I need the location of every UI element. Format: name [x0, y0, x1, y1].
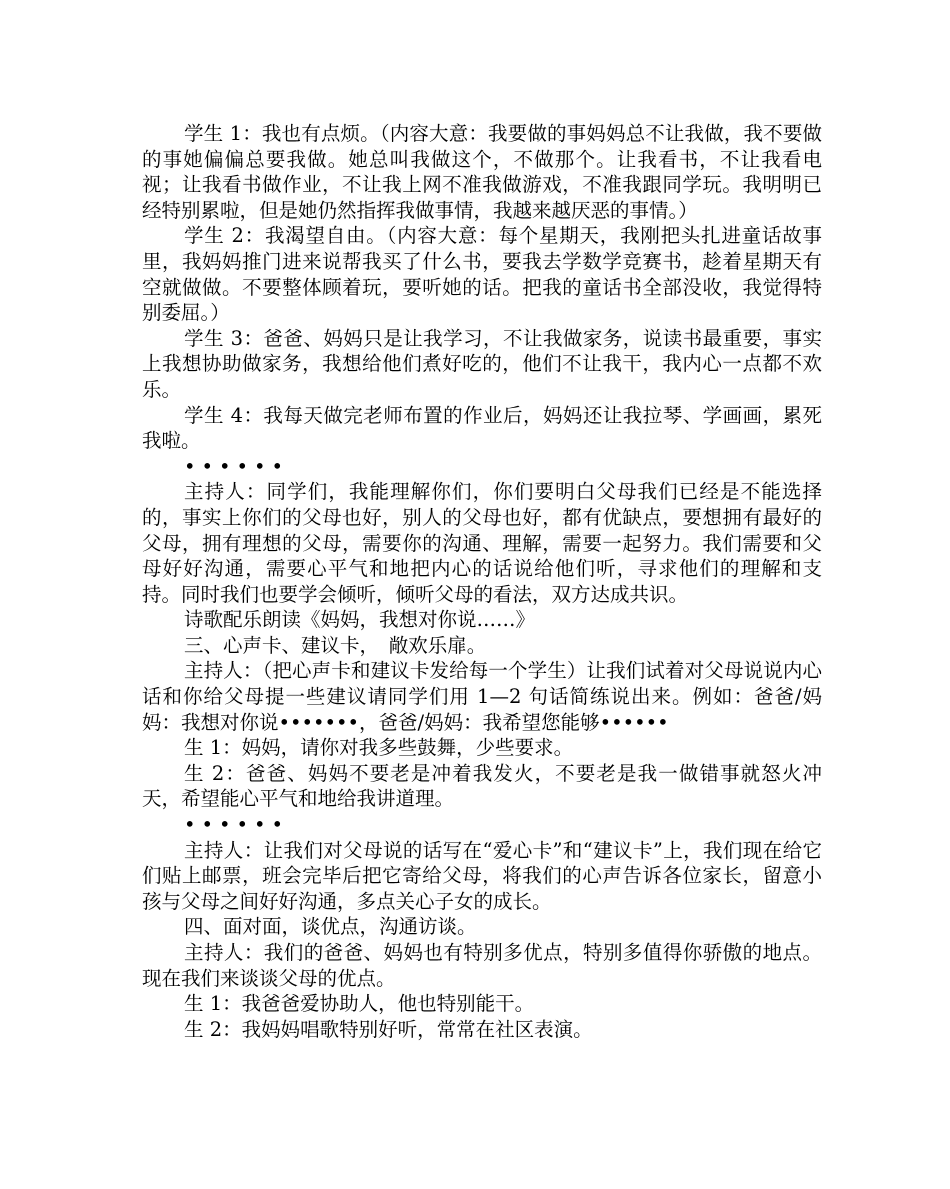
paragraph-host-1: 主持人：同学们，我能理解你们，你们要明白父母我们已经是不能选择的，事实上你们的父母也好，别人的父母也好，都有优缺点，要想拥有最好的父母，拥有理想的父母，需要你的沟通、理解，需要一起努力。我们需要和父母好好沟通，需要心平气和地把内心的话说给他们听，寻求他们的理解和支持。同时我们也要学会倾听，倾听父母的看法，双方达成共识。 [142, 480, 822, 606]
paragraph-host-3: 主持人：让我们对父母说的话写在“爱心卡”和“建议卡”上，我们现在给它们贴上邮票，班会完毕后把它寄给父母，将我们的心声告诉各位家长，留意小孩与父母之间好好沟通，多点关心子女的成长。 [142, 838, 822, 913]
paragraph-host-2: 主持人：（把心声卡和建议卡发给每一个学生）让我们试着对父母说说内心话和你给父母提一些建议请同学们用 1—2 句话简练说出来。例如：爸爸/妈妈：我想对你说•••••••，爸爸/妈妈：我希望您能够•••••• [142, 659, 822, 734]
section-heading-4: 四、面对面，谈优点，沟通访谈。 [184, 915, 477, 939]
paragraph-host-4: 主持人：我们的爸爸、妈妈也有特别多优点，特别多值得你骄傲的地点。现在我们来谈谈父母的优点。 [142, 941, 822, 990]
paragraph-student-1: 学生 1：我也有点烦。（内容大意：我要做的事妈妈总不让我做，我不要做的事她偏偏总要我做。她总叫我做这个，不做那个。让我看书，不让我看电视；让我看书做作业，不让我上网不准我做游戏，不准我跟同学玩。我明明已经特别累啦，但是她仍然指挥我做事情，我越来越厌恶的事情。） [142, 122, 822, 222]
paragraph-sheng-2b: 生 2：我妈妈唱歌特别好听，常常在社区表演。 [184, 1017, 593, 1041]
paragraph-sheng-2a: 生 2：爸爸、妈妈不要老是冲着我发火，不要老是我一做错事就怒火冲天，希望能心平气和地给我讲道理。 [142, 761, 822, 811]
paragraph-student-3: 学生 3：爸爸、妈妈只是让我学习，不让我做家务，说读书最重要，事实上我想协助做家务，我想给他们煮好吃的，他们不让我干，我内心一点都不欢乐。 [142, 326, 822, 401]
paragraph-poem-reading: 诗歌配乐朗读《妈妈，我想对你说……》 [184, 608, 536, 632]
document-page [142, 121, 822, 1042]
paragraph-student-4: 学生 4：我每天做完老师布置的作业后，妈妈还让我拉琴、学画画，累死我啦。 [142, 403, 822, 453]
ellipsis-dots-1: •••••• [184, 454, 290, 478]
ellipsis-dots-2: •••••• [184, 813, 290, 837]
paragraph-sheng-1a: 生 1：妈妈，请你对我多些鼓舞，少些要求。 [184, 736, 574, 760]
paragraph-student-2: 学生 2：我渴望自由。（内容大意：每个星期天，我刚把头扎进童话故事里，我妈妈推门进来说帮我买了什么书，要我去学数学竞赛书，趁着星期天有空就做做。不要整体顾着玩，要听她的话。把我的童话书全部没收，我觉得特别委屈。） [142, 224, 822, 325]
section-heading-3: 三、心声卡、建议卡， 敞欢乐扉。 [184, 633, 487, 657]
paragraph-sheng-1b: 生 1：我爸爸爱协助人，他也特别能干。 [184, 992, 535, 1016]
